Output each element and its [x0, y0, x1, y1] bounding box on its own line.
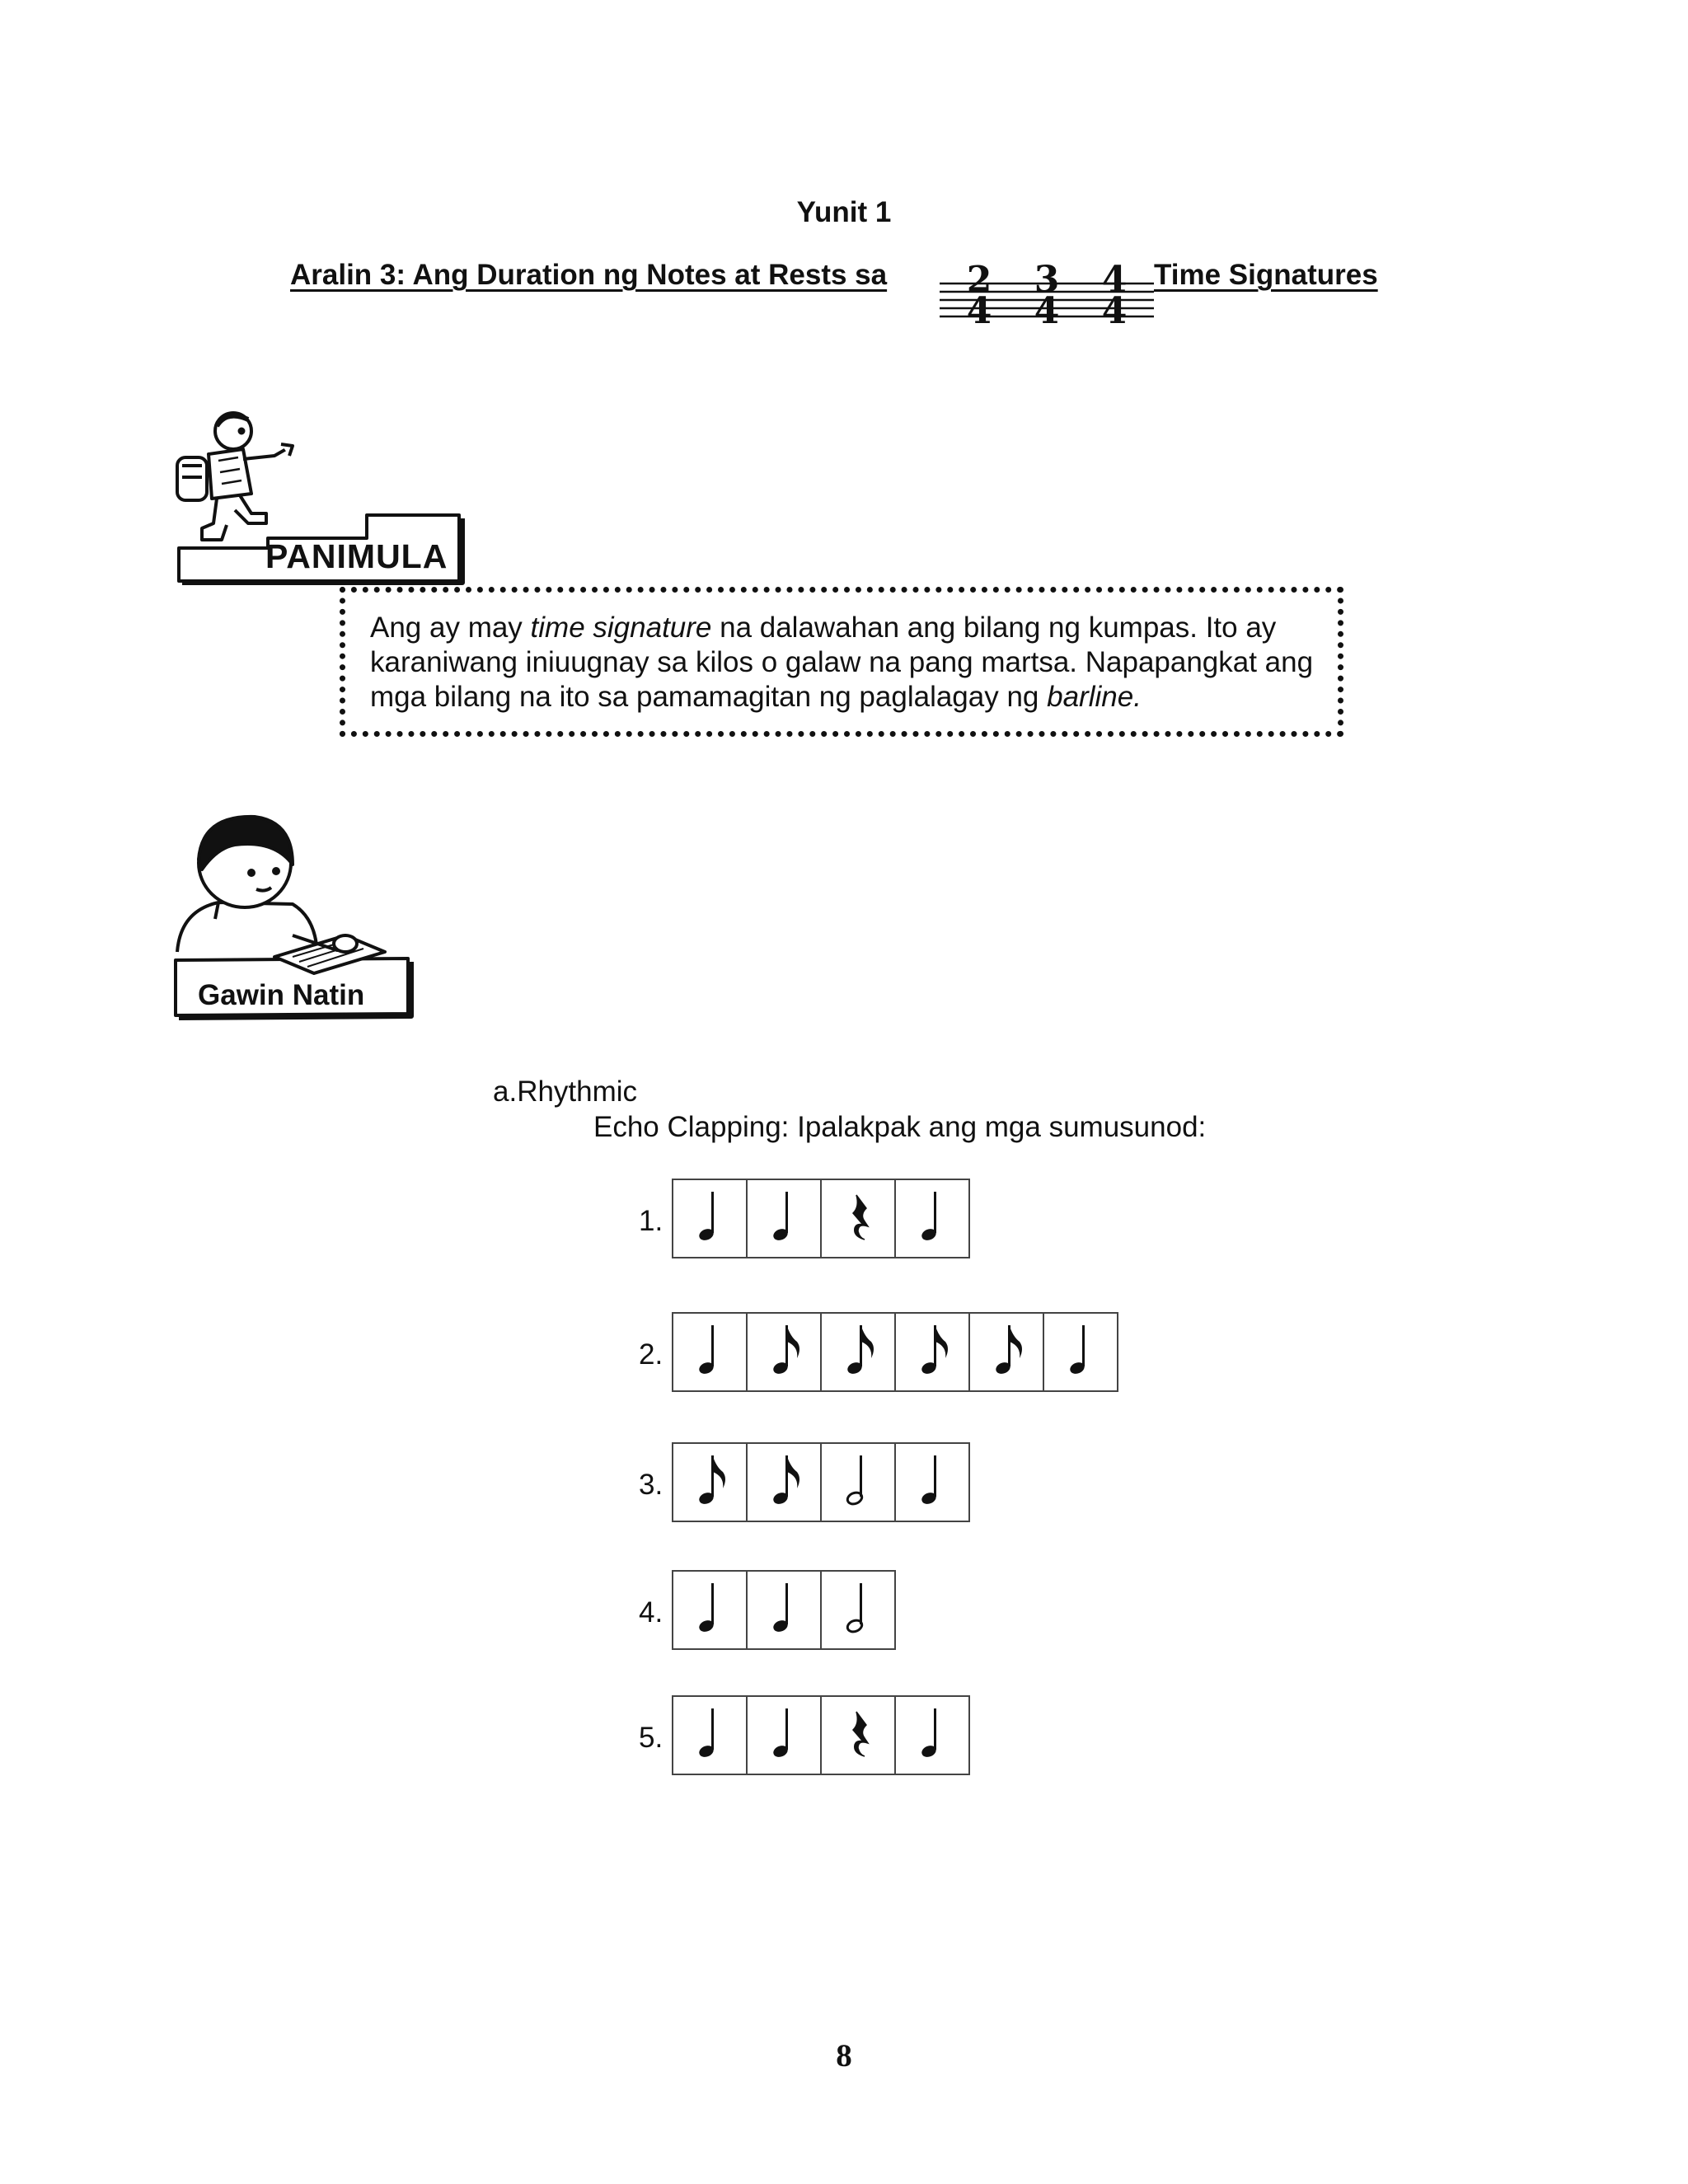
ts-3-bottom: 4: [1034, 290, 1060, 327]
lesson-title-suffix: Time Signatures: [1154, 259, 1378, 291]
ts-2-top: 2: [966, 259, 992, 301]
measure-cells: [672, 1570, 894, 1650]
half-note-icon: [820, 1442, 896, 1522]
quarter-note-icon: [672, 1570, 748, 1650]
exercise-number: 1.: [639, 1205, 663, 1237]
ts-4-bottom: 4: [1101, 290, 1128, 327]
gawin-natin-label: Gawin Natin: [198, 979, 365, 1011]
measure-cells: [672, 1179, 968, 1258]
quarter-rest-note-icon: [820, 1179, 896, 1258]
quarter-note-icon: [672, 1312, 748, 1392]
half-note-icon: [820, 1570, 896, 1650]
intro-text-1: Ang ay may: [370, 612, 531, 644]
page-number: 8: [836, 2038, 852, 2074]
lesson-title: [290, 259, 907, 292]
quarter-note-icon: [746, 1179, 822, 1258]
quarter-note-icon: [746, 1570, 822, 1650]
intro-text-2: na dalawahan ang bilang ng kumpas. Ito ay karaniwang iniuugnay sa kilos o galaw na pang martsa. Napapangkat ang mga bilang na ito sa pamamagitan ng paglalagay ng: [370, 612, 1314, 713]
unit-title: Yunit 1: [796, 196, 892, 228]
exercise-number: 5.: [639, 1722, 663, 1754]
intro-text-box: [340, 587, 1343, 737]
exercise-number: 2.: [639, 1338, 663, 1371]
intro-italic-1: time signature: [530, 612, 712, 644]
quarter-note-icon: [894, 1442, 970, 1522]
exercise-number: 3.: [639, 1469, 663, 1501]
eighth-note-icon: [894, 1312, 970, 1392]
lesson-title-text: Aralin 3: Ang Duration ng Notes at Rests sa: [290, 259, 888, 291]
quarter-rest-note-icon: [820, 1695, 896, 1775]
eighth-note-icon: [746, 1442, 822, 1522]
quarter-note-icon: [746, 1695, 822, 1775]
eighth-note-icon: [820, 1312, 896, 1392]
eighth-note-icon: [672, 1442, 748, 1522]
intro-italic-2: barline.: [1047, 681, 1142, 713]
measure-cells: [672, 1695, 968, 1775]
quarter-note-icon: [672, 1179, 748, 1258]
eighth-note-icon: [746, 1312, 822, 1392]
eighth-note-icon: [968, 1312, 1044, 1392]
intro-paragraph: [370, 611, 1318, 715]
instruction-text: Echo Clapping: Ipalakpak ang mga sumusunod:: [593, 1111, 1207, 1143]
measure-cells: [672, 1312, 1117, 1392]
measure-cells: [672, 1442, 968, 1522]
panimula-label: PANIMULA: [265, 537, 448, 575]
exercise-number: 4.: [639, 1596, 663, 1629]
time-signatures: [940, 257, 1154, 327]
quarter-note-icon: [894, 1695, 970, 1775]
quarter-note-icon: [1043, 1312, 1118, 1392]
ts-3-top: 3: [1034, 259, 1060, 301]
ts-2-bottom: 4: [966, 290, 992, 327]
quarter-note-icon: [894, 1179, 970, 1258]
ts-4-top: 4: [1101, 259, 1128, 301]
quarter-note-icon: [672, 1695, 748, 1775]
section-heading: a.Rhythmic: [493, 1076, 638, 1108]
